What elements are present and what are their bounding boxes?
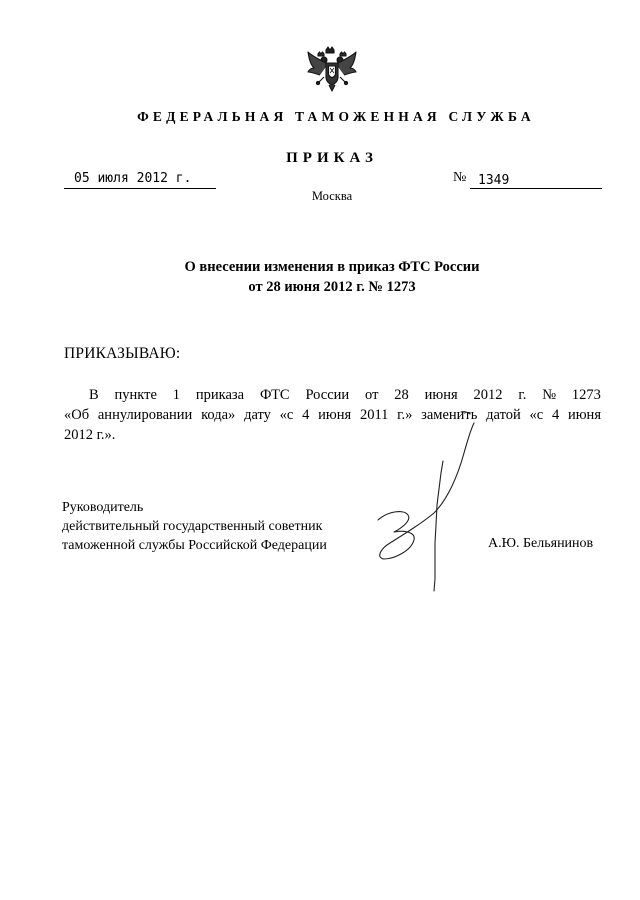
word: 2011	[359, 407, 389, 423]
subject-line-2: от 28 июня 2012 г. № 1273	[248, 279, 416, 295]
document-subject	[0, 257, 640, 297]
coat-of-arms-icon	[304, 44, 360, 96]
word: июня	[567, 407, 601, 423]
word: «Об	[64, 407, 90, 423]
order-number: 1349	[478, 173, 510, 188]
agency-name: ФЕДЕРАЛЬНАЯ ТАМОЖЕННАЯ СЛУЖБА	[137, 109, 535, 124]
order-body	[64, 385, 601, 445]
signer-name: А.Ю. Бельянинов	[488, 536, 594, 551]
order-directive: ПРИКАЗЫВАЮ:	[64, 345, 181, 362]
subject-line-1: О внесении изменения в приказ ФТС России	[184, 259, 480, 275]
word: г.»	[397, 407, 413, 423]
number-sign: №	[453, 170, 467, 185]
word: «с	[529, 407, 544, 423]
word: июня	[318, 407, 352, 423]
body-line-1	[64, 385, 601, 405]
word: России	[305, 387, 350, 403]
signatory-title-line-3: таможенной службы Российской Федерации	[62, 538, 327, 553]
word: г.	[518, 387, 527, 403]
handwritten-signature-icon	[360, 405, 510, 605]
signatory-title	[62, 498, 327, 555]
word: датой	[486, 407, 521, 423]
date-field	[64, 170, 216, 189]
word: июня	[424, 387, 458, 403]
signatory-title-line-1: Руководитель	[62, 500, 144, 515]
city-name: Москва	[311, 189, 353, 203]
word: 2012	[473, 387, 503, 403]
word: аннулировании	[97, 407, 193, 423]
body-line-2	[64, 405, 601, 425]
word: 1273	[571, 387, 601, 403]
document-type: ПРИКАЗ	[286, 150, 378, 166]
word: №	[542, 387, 557, 403]
word: дату	[244, 407, 271, 423]
signatory-title-line-2: действительный государственный советник	[62, 519, 323, 534]
order-date: 05 июля 2012 г.	[74, 171, 192, 186]
word: «с	[279, 407, 294, 423]
word: 4	[302, 407, 310, 423]
word: ФТС	[259, 387, 290, 403]
word: В	[89, 387, 99, 403]
word: 1	[172, 387, 181, 403]
word: 4	[551, 407, 560, 423]
word: 28	[394, 387, 409, 403]
body-line-3: 2012 г.».	[64, 427, 116, 443]
word: заменить	[421, 407, 478, 423]
word: кода»	[201, 407, 236, 423]
word: от	[365, 387, 379, 403]
number-field	[470, 170, 602, 189]
word: пункте	[114, 387, 157, 403]
word: приказа	[195, 387, 245, 403]
